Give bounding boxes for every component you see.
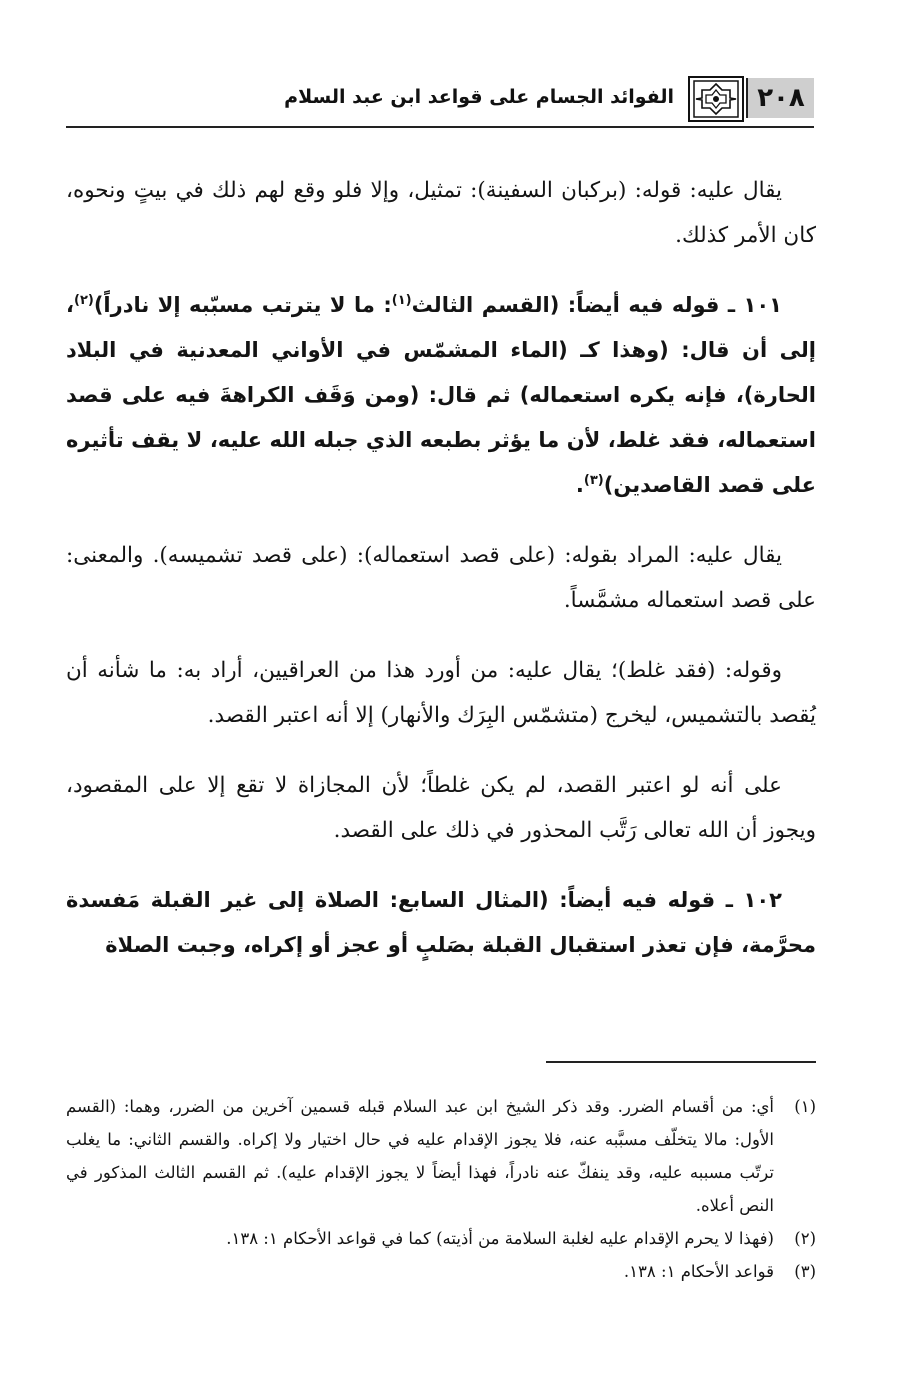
main-text — [66, 168, 816, 993]
paragraph-101 — [66, 283, 816, 508]
footnote-ref-1: (١) — [391, 293, 412, 308]
paragraph-4: وقوله: (فقد غلط)؛ يقال عليه: من أورد هذا من العراقيين، أراد به: ما شأنه أن يُقصد بالتشميس، ليخرج (متشمّس البِرَك والأنهار) إلا أنه اعتبر القصد. — [66, 658, 816, 728]
footnote-3 — [66, 1255, 816, 1288]
page-header — [66, 72, 814, 130]
paragraph-102: ١٠٢ ـ قوله فيه أيضاً: (المثال السابع: الصلاة إلى غير القبلة مَفسدة محرَّمة، فإن تعذر استقبال القبلة بصَلبٍ أو عجز أو إكراه، وجبت الصلاة — [66, 888, 816, 957]
footnote-ref-3: (٣) — [583, 473, 604, 488]
footnote-ref-2: (٢) — [73, 293, 94, 308]
footnotes — [66, 1090, 816, 1288]
footnote-text: قواعد الأحكام ١: ١٣٨. — [623, 1262, 774, 1281]
header-rule — [66, 126, 814, 128]
footnote-text: (فهذا لا يحرم الإقدام عليه لغلبة السلامة من أذيته) كما في قواعد الأحكام ١: ١٣٨. — [226, 1229, 774, 1248]
footnote-number: (٢) — [794, 1229, 816, 1248]
running-title: الفوائد الجسام على قواعد ابن عبد السلام — [284, 86, 674, 108]
quote-text: ١٠١ ـ قوله فيه أيضاً: (القسم الثالث — [411, 293, 782, 317]
ornament-icon — [688, 76, 744, 122]
footnote-number: (١) — [794, 1097, 816, 1116]
footnote-divider — [546, 1061, 816, 1063]
footnote-1 — [66, 1090, 816, 1222]
paragraph-5: على أنه لو اعتبر القصد، لم يكن غلطاً؛ لأن المجازاة لا تقع إلا على المقصود، ويجوز أن الله تعالى رَتَّب المحذور في ذلك على القصد. — [66, 773, 816, 843]
quote-text: . — [575, 473, 584, 497]
footnote-2 — [66, 1222, 816, 1255]
footnote-number: (٣) — [794, 1262, 816, 1281]
quote-text: : ما لا يترتب مسبّبه إلا نادراً) — [93, 293, 392, 317]
paragraph-3: يقال عليه: المراد بقوله: (على قصد استعماله): (على قصد تشميسه). والمعنى: على قصد استعماله مشمَّساً. — [66, 543, 816, 613]
footnote-text: أي: من أقسام الضرر. وقد ذكر الشيخ ابن عبد السلام قبله قسمين آخرين من الضرر، وهما: (القسم الأول: مالا يتخلّف مسبَّبه عنه، فلا يجوز الإقدام عليه في حال اختيار ولا إكراه. والقسم الثاني: ما يغلب ترتّب مسببه عليه، وقد ينفكّ عنه نادراً، فهذا أيضاً لا يجوز الإقدام عليه). ثم القسم الثالث المذكور في النص أعلاه. — [66, 1097, 774, 1215]
quote-text: ، إلى أن قال: (وهذا كـ (الماء المشمّس في الأواني المعدنية في البلاد الحارة)، فإنه يكره استعماله) ثم قال: (ومن وَقَف الكراهةَ فيه على قصد استعماله، فقد غلط، لأن ما يؤثر بطبعه الذي جبله الله عليه، لا يقف تأثيره على قصد القاصدين) — [66, 293, 816, 497]
page-number: ٢٠٨ — [746, 78, 814, 118]
paragraph-1: يقال عليه: قوله: (بركبان السفينة): تمثيل، وإلا فلو وقع لهم ذلك في بيتٍ ونحوه، كان الأمر كذلك. — [66, 178, 816, 248]
